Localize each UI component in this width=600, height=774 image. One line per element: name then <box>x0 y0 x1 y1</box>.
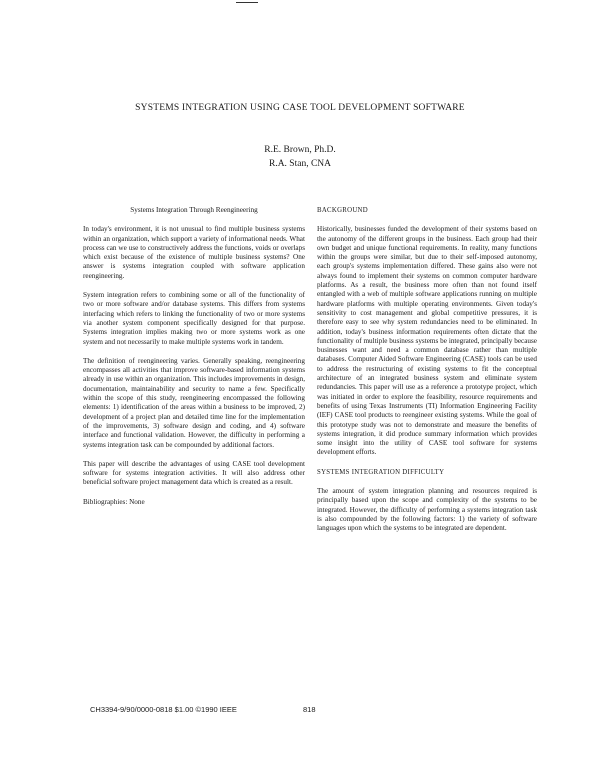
bibliography-note: Bibliographies: None <box>83 497 145 506</box>
body-paragraph: Historically, businesses funded the development of their systems based on the autonomy of the different groups in the business. Each group had their own budget and unique functional requirements. In reality, many functions within the groups were similar, but due to their self-imposed autonomy, each group's systems implementation differed. These gains also were not always found to implement their systems on common computer hardware platforms. As a result, the business more often than not found itself entangled with a web of multiple software applications running on multiple hardware platforms with multiple operating environments. Given today's sensitivity to cost management and global competitive pressures, it is therefore easy to see why system redundancies need to be eliminated. In addition, today's business information requirements often dictate that the functionality of multiple business systems be integrated, principally because businesses want and need a common database rather than multiple databases. Computer Aided Software Engineering (CASE) tools can be used to address the restructuring of existing systems to fit the conceptual architecture of an integrated business system and eliminate system redundancies. This paper will use as a reference a prototype project, which was initiated in order to explore the feasibility, resource requirements and benefits of using Texas Instruments (TI) Information Engineering Facility (IEF) CASE tool products to reengineer existing systems. While the goal of this prototype study was not to demonstrate and measure the benefits of systems integration, it did produce summary information which provides some insight into the utility of CASE tool software for systems development efforts. <box>317 225 537 457</box>
page-number: 818 <box>303 705 316 714</box>
right-column <box>317 206 537 544</box>
section-heading: Systems Integration Through Reengineering <box>130 206 258 214</box>
left-column <box>83 206 305 517</box>
body-paragraph: The definition of reengineering varies. Generally speaking, reengineering encompasses all activities that improve software-based information systems already in use within an organization. This includes improvements in design, documentation, maintainability and security to name a few. Specifically within the scope of this study, reengineering encompassed the following elements: 1) identification of the areas within a business to be improved, 2) development of a project plan and detailed time line for the implementation of the improvements, 3) software design and coding, and 4) software interface and functional validation. However, the difficulty in performing a systems integration task can be compounded by additional factors. <box>83 356 305 449</box>
paper-title: SYSTEMS INTEGRATION USING CASE TOOL DEVELOPMENT SOFTWARE <box>135 103 465 113</box>
section-subheading: SYSTEMS INTEGRATION DIFFICULTY <box>317 468 445 476</box>
copyright-code: CH3394-9/90/0000-0818 $1.00 ©1990 IEEE <box>90 705 237 714</box>
scan-mark <box>236 2 258 3</box>
author-block <box>0 143 600 171</box>
author-name: R.E. Brown, Ph.D. <box>264 145 336 155</box>
body-paragraph: The amount of system integration planning and resources required is principally based upon the scope and complexity of the systems to be integrated. However, the difficulty of performing a systems integration task is also compounded by the following factors: 1) the variety of software languages upon which the systems to be integrated are dependent. <box>317 487 537 533</box>
author-name: R.A. Stan, CNA <box>268 159 332 169</box>
body-paragraph: This paper will describe the advantages of using CASE tool development software for systems integration activities. It will also address other beneficial software project management data which is created as a result. <box>83 459 305 487</box>
section-heading: BACKGROUND <box>317 207 368 214</box>
body-paragraph: In today's environment, it is not unusual to find multiple business systems within an organization, which support a variety of informational needs. What process can we use to constructively address the functions, voids or overlaps which exist because of the existence of multiple business systems? One answer is systems integration coupled with software application reengineering. <box>83 225 305 280</box>
body-paragraph: System integration refers to combining some or all of the functionality of two or more software and/or database systems. This differs from systems interfacing which refers to linking the functionality of two or more systems via another system component specifically designed for that purpose. Systems integration implies making two or more systems work as one system and not necessarily to make multiple systems work in tandem. <box>83 291 305 346</box>
